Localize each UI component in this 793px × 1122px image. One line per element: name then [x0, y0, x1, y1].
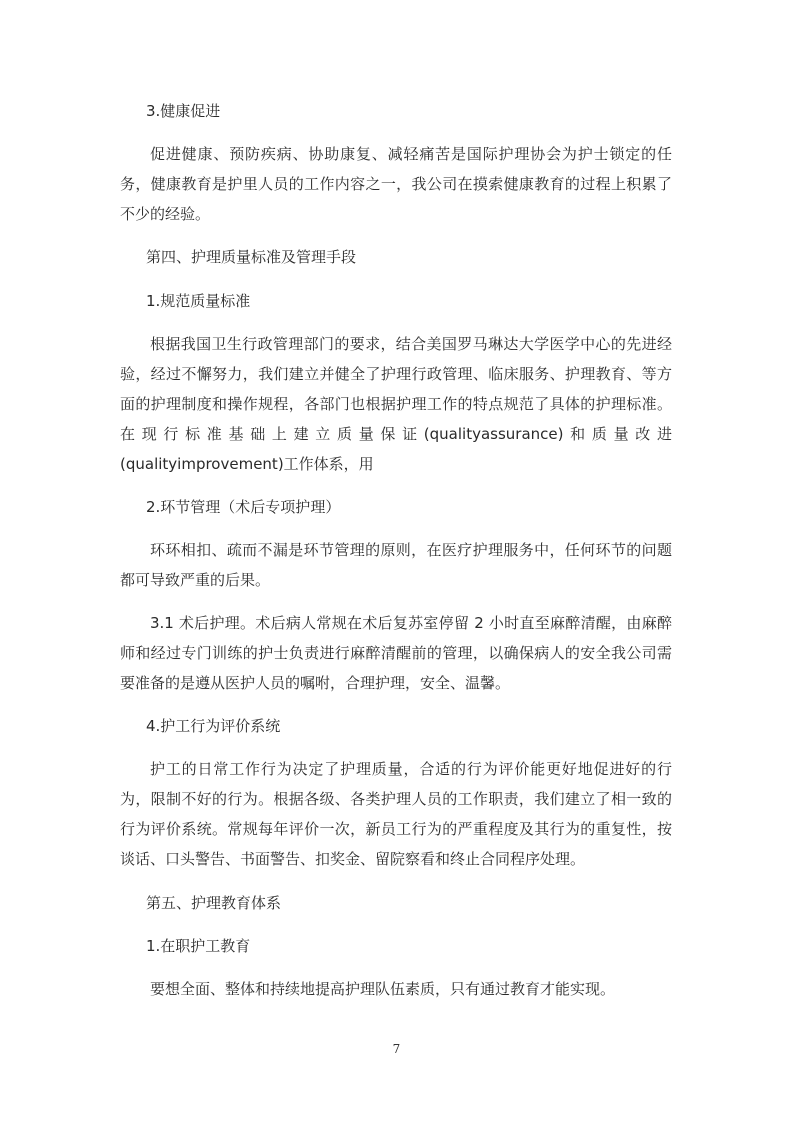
section-heading-health-promotion: 3.健康促进 — [146, 102, 221, 120]
paragraph-postoperative-care: 3.1 术后护理。术后病人常规在术后复苏室停留 2 小时直至麻醉清醒，由麻醉师和经过专门训练的护士负责进行麻醉清醒前的管理，以确保病人的安全我公司需要准备的是遵从医护人员的嘱咐，合理护理，安全、温馨。 — [120, 614, 672, 692]
subheading-behavior-evaluation: 4.护工行为评价系统 — [146, 717, 281, 735]
section-heading-quality-standards: 第四、护理质量标准及管理手段 — [146, 248, 357, 266]
paragraph-standardize-quality: 根据我国卫生行政管理部门的要求，结合美国罗马琳达大学医学中心的先进经验，经过不懈努力，我们建立并健全了护理行政管理、临床服务、护理教育、等方面的护理制度和操作规程，各部门也根据护理工作的特点规范了具体的护理标准。在现行标准基础上建立质量保证(qualityassurance)和质量改进(qualityimprovement)工作体系，用 — [120, 335, 672, 473]
subheading-inservice-education: 1.在职护工教育 — [146, 937, 251, 955]
paragraph-behavior-evaluation: 护工的日常工作行为决定了护理质量，合适的行为评价能更好地促进好的行为，限制不好的行为。根据各级、各类护理人员的工作职责，我们建立了相一致的行为评价系统。常规每年评价一次，新员工行为的严重程度及其行为的重复性，按谈话、口头警告、书面警告、扣奖金、留院察看和终止合同程序处理。 — [120, 760, 672, 868]
paragraph-process-management: 环环相扣、疏而不漏是环节管理的原则，在医疗护理服务中，任何环节的问题都可导致严重的后果。 — [120, 541, 672, 589]
paragraph-inservice-education: 要想全面、整体和持续地提高护理队伍素质，只有通过教育才能实现。 — [150, 980, 616, 998]
subheading-process-management: 2.环节管理（术后专项护理） — [146, 498, 341, 516]
subheading-standardize-quality: 1.规范质量标准 — [146, 292, 251, 310]
paragraph-health-promotion: 促进健康、预防疾病、协助康复、减轻痛苦是国际护理协会为护士锁定的任务，健康教育是护里人员的工作内容之一，我公司在摸索健康教育的过程上积累了不少的经验。 — [120, 145, 672, 223]
section-heading-nursing-education: 第五、护理教育体系 — [146, 894, 282, 912]
page-number: 7 — [392, 1042, 401, 1056]
